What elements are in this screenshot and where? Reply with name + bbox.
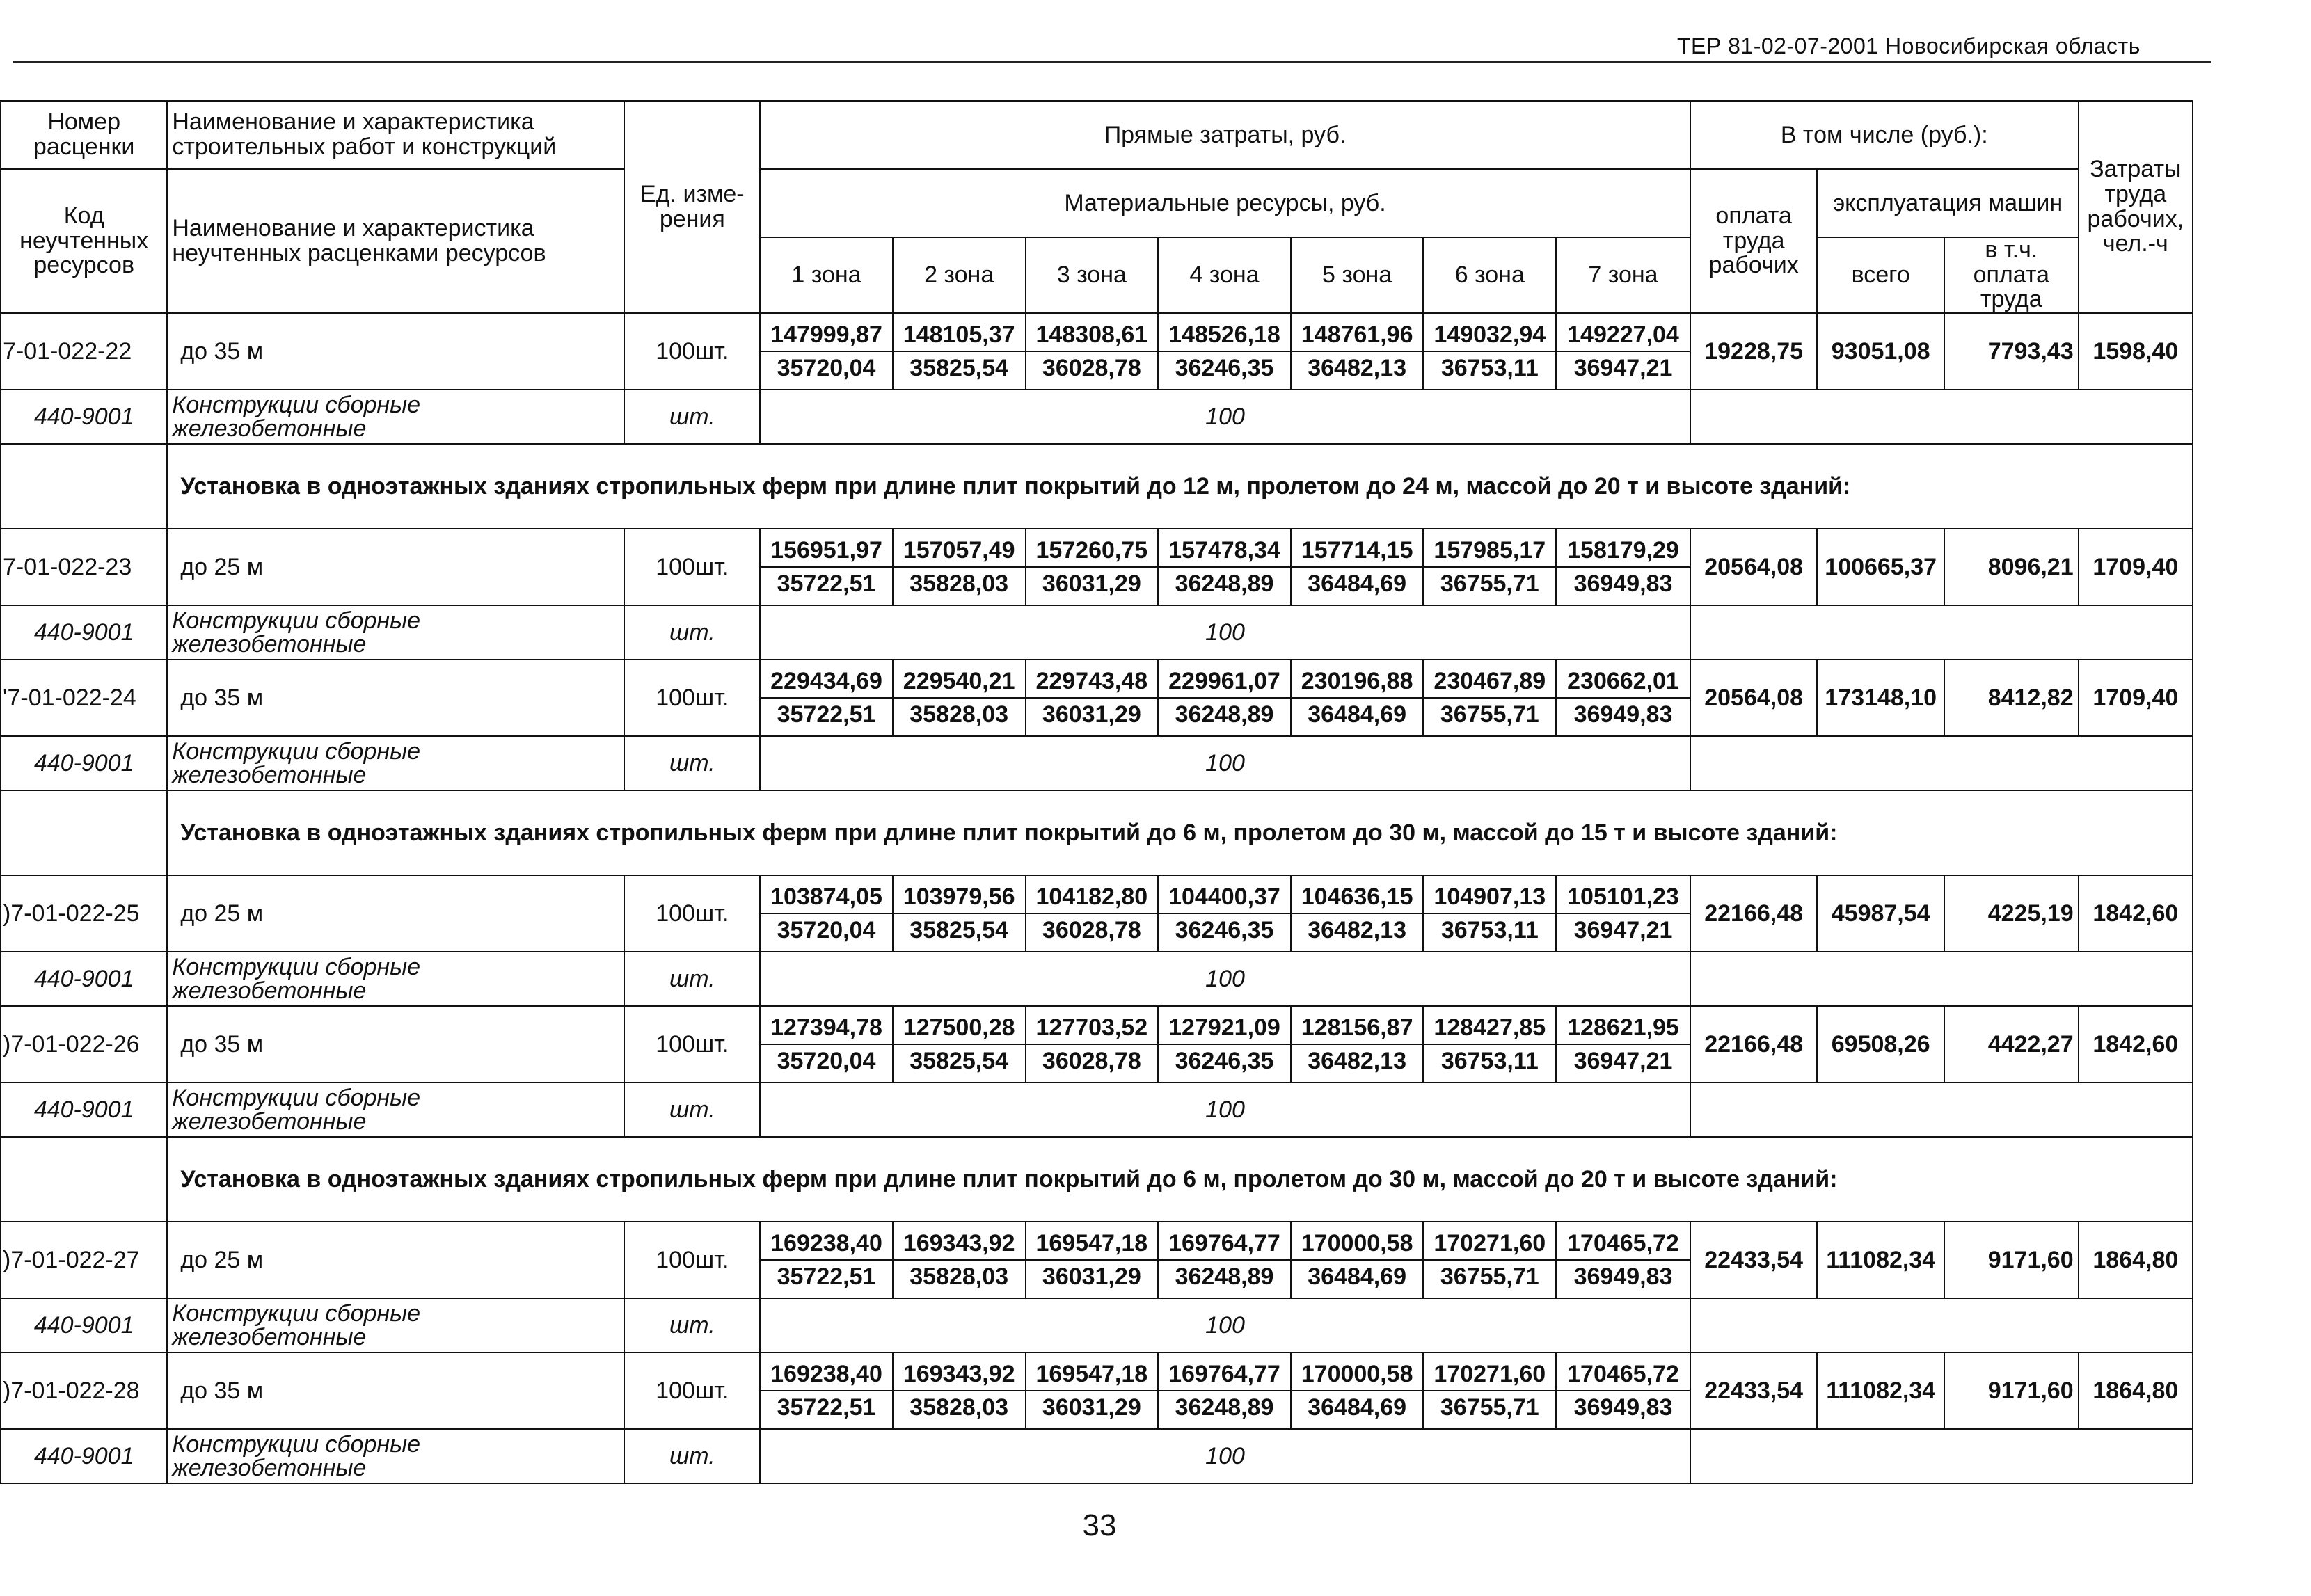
material-cost-value: 36947,21 bbox=[1573, 1048, 1673, 1075]
zone-cost-cell bbox=[1556, 1222, 1690, 1298]
direct-cost-value: 169238,40 bbox=[761, 1358, 892, 1391]
rate-code: )7-01-022-27 bbox=[1, 1222, 167, 1298]
material-cost-value: 36753,11 bbox=[1440, 917, 1539, 944]
zone-cost-cell bbox=[760, 1352, 893, 1429]
rate-row bbox=[1, 313, 2193, 390]
zone-cost-cell bbox=[1026, 660, 1159, 736]
material-cost-value: 35828,03 bbox=[910, 1263, 1009, 1291]
unit-of-measure: 100шт. bbox=[624, 1222, 760, 1298]
direct-cost-value: 157714,15 bbox=[1292, 534, 1423, 568]
labor-value: 1842,60 bbox=[2079, 1006, 2193, 1083]
zone-cost-cell bbox=[893, 529, 1026, 605]
direct-cost-value: 128621,95 bbox=[1557, 1012, 1690, 1045]
direct-cost-value: 105101,23 bbox=[1557, 881, 1690, 914]
wages-value: 22433,54 bbox=[1690, 1222, 1818, 1298]
wages-value: 19228,75 bbox=[1690, 313, 1818, 390]
work-name: до 35 м bbox=[167, 313, 624, 390]
work-name: до 35 м bbox=[167, 1352, 624, 1429]
direct-cost-value: 230196,88 bbox=[1292, 665, 1423, 699]
resource-row bbox=[1, 736, 2193, 790]
direct-cost-value: 229961,07 bbox=[1159, 665, 1290, 699]
header-wages: оплата труда рабочих bbox=[1690, 169, 1818, 313]
direct-cost-value: 230662,01 bbox=[1557, 665, 1690, 699]
empty-cell bbox=[1690, 952, 2193, 1006]
direct-cost-value: 170465,72 bbox=[1557, 1358, 1690, 1391]
empty-cell bbox=[1, 790, 167, 875]
resource-unit: шт. bbox=[624, 1298, 760, 1352]
zone-cost-cell bbox=[1158, 660, 1291, 736]
zone-cost-cell bbox=[1026, 1222, 1159, 1298]
direct-cost-value: 104636,15 bbox=[1292, 881, 1423, 914]
section-title: Установка в одноэтажных зданиях стропильных ферм при длине плит покрытий до 6 м, пролетом до 30 м, массой до 15 т и высоте зданий: bbox=[167, 790, 2193, 875]
material-cost-value: 35825,54 bbox=[910, 1048, 1009, 1075]
zone-cost-cell bbox=[1423, 313, 1556, 390]
zone-cost-cell bbox=[1423, 529, 1556, 605]
zone-cost-cell bbox=[1423, 1222, 1556, 1298]
zone-cost-cell bbox=[760, 1222, 893, 1298]
section-heading-row bbox=[1, 1137, 2193, 1222]
zone-cost-cell bbox=[893, 1352, 1026, 1429]
machines-total-value: 100665,37 bbox=[1817, 529, 1944, 605]
work-name: до 25 м bbox=[167, 1222, 624, 1298]
rates-table bbox=[0, 100, 2193, 1484]
rate-row bbox=[1, 1352, 2193, 1429]
material-cost-value: 36947,21 bbox=[1573, 355, 1673, 382]
labor-value: 1864,80 bbox=[2079, 1352, 2193, 1429]
material-cost-value: 36246,35 bbox=[1175, 355, 1274, 382]
rate-code: )7-01-022-26 bbox=[1, 1006, 167, 1083]
direct-cost-value: 127921,09 bbox=[1159, 1012, 1290, 1045]
resource-name: Конструкции сборные железобетонные bbox=[167, 390, 624, 444]
zone-cost-cell bbox=[1556, 529, 1690, 605]
zone-cost-cell bbox=[760, 313, 893, 390]
zone-cost-cell bbox=[893, 660, 1026, 736]
empty-cell bbox=[1690, 605, 2193, 660]
rate-code: '7-01-022-24 bbox=[1, 660, 167, 736]
resource-name: Конструкции сборные железобетонные bbox=[167, 605, 624, 660]
header-rule bbox=[13, 61, 2211, 63]
rate-code: 7-01-022-22 bbox=[1, 313, 167, 390]
zone-cost-cell bbox=[893, 875, 1026, 952]
direct-cost-value: 157985,17 bbox=[1424, 534, 1555, 568]
resource-code: 440-9001 bbox=[1, 952, 167, 1006]
material-cost-value: 36482,13 bbox=[1308, 355, 1407, 382]
unit-of-measure: 100шт. bbox=[624, 875, 760, 952]
direct-cost-value: 170000,58 bbox=[1292, 1227, 1423, 1261]
resource-name: Конструкции сборные железобетонные bbox=[167, 736, 624, 790]
material-cost-value: 36949,83 bbox=[1573, 1263, 1673, 1291]
material-cost-value: 36482,13 bbox=[1308, 917, 1407, 944]
zone-cost-cell bbox=[1291, 660, 1424, 736]
direct-cost-value: 157478,34 bbox=[1159, 534, 1290, 568]
material-cost-value: 35720,04 bbox=[777, 917, 876, 944]
material-cost-value: 36949,83 bbox=[1573, 570, 1673, 598]
empty-cell bbox=[1, 444, 167, 529]
material-cost-value: 35722,51 bbox=[777, 1394, 876, 1421]
zone-cost-cell bbox=[1158, 875, 1291, 952]
zone-cost-cell bbox=[1423, 875, 1556, 952]
empty-cell bbox=[1690, 1083, 2193, 1137]
header-zone-6: 6 зона bbox=[1423, 237, 1556, 313]
direct-cost-value: 148308,61 bbox=[1026, 319, 1158, 352]
material-cost-value: 35720,04 bbox=[777, 355, 876, 382]
direct-cost-value: 156951,97 bbox=[761, 534, 892, 568]
unit-of-measure: 100шт. bbox=[624, 1006, 760, 1083]
direct-cost-value: 127703,52 bbox=[1026, 1012, 1158, 1045]
zone-cost-cell bbox=[1556, 1006, 1690, 1083]
material-cost-value: 36484,69 bbox=[1308, 1394, 1407, 1421]
direct-cost-value: 230467,89 bbox=[1424, 665, 1555, 699]
wages-value: 20564,08 bbox=[1690, 660, 1818, 736]
material-cost-value: 35722,51 bbox=[777, 1263, 876, 1291]
direct-cost-value: 127394,78 bbox=[761, 1012, 892, 1045]
direct-cost-value: 104400,37 bbox=[1159, 881, 1290, 914]
machines-wages-value: 9171,60 bbox=[1944, 1222, 2079, 1298]
resource-unit: шт. bbox=[624, 952, 760, 1006]
empty-cell bbox=[1, 1137, 167, 1222]
wages-value: 22433,54 bbox=[1690, 1352, 1818, 1429]
resource-row bbox=[1, 952, 2193, 1006]
zone-cost-cell bbox=[1423, 660, 1556, 736]
resource-name: Конструкции сборные железобетонные bbox=[167, 952, 624, 1006]
machines-wages-value: 8412,82 bbox=[1944, 660, 2079, 736]
resource-code: 440-9001 bbox=[1, 736, 167, 790]
resource-unit: шт. bbox=[624, 1083, 760, 1137]
resource-quantity: 100 bbox=[760, 390, 1690, 444]
header-machines-wages: в т.ч. оплата труда bbox=[1944, 237, 2079, 313]
material-cost-value: 36753,11 bbox=[1440, 355, 1539, 382]
material-cost-value: 36248,89 bbox=[1175, 1263, 1274, 1291]
zone-cost-cell bbox=[1423, 1352, 1556, 1429]
resource-unit: шт. bbox=[624, 1429, 760, 1483]
material-cost-value: 36248,89 bbox=[1175, 701, 1274, 728]
direct-cost-value: 169343,92 bbox=[894, 1358, 1025, 1391]
direct-cost-value: 148761,96 bbox=[1292, 319, 1423, 352]
material-cost-value: 36947,21 bbox=[1573, 917, 1673, 944]
resource-name: Конструкции сборные железобетонные bbox=[167, 1429, 624, 1483]
resource-row bbox=[1, 1083, 2193, 1137]
zone-cost-cell bbox=[1026, 529, 1159, 605]
machines-wages-value: 4225,19 bbox=[1944, 875, 2079, 952]
machines-wages-value: 8096,21 bbox=[1944, 529, 2079, 605]
machines-total-value: 93051,08 bbox=[1817, 313, 1944, 390]
material-cost-value: 35828,03 bbox=[910, 701, 1009, 728]
header-machines: эксплуатация машин bbox=[1817, 169, 2078, 237]
direct-cost-value: 157260,75 bbox=[1026, 534, 1158, 568]
material-cost-value: 36248,89 bbox=[1175, 570, 1274, 598]
resource-row bbox=[1, 1429, 2193, 1483]
direct-cost-value: 158179,29 bbox=[1557, 534, 1690, 568]
resource-unit: шт. bbox=[624, 390, 760, 444]
header-zone-2: 2 зона bbox=[893, 237, 1026, 313]
rate-row bbox=[1, 529, 2193, 605]
table-header-row-2 bbox=[1, 169, 2193, 237]
machines-total-value: 111082,34 bbox=[1817, 1352, 1944, 1429]
labor-value: 1709,40 bbox=[2079, 660, 2193, 736]
header-zone-1: 1 зона bbox=[760, 237, 893, 313]
header-zone-3: 3 зона bbox=[1026, 237, 1159, 313]
material-cost-value: 36949,83 bbox=[1573, 701, 1673, 728]
material-cost-value: 36755,71 bbox=[1440, 701, 1539, 728]
machines-wages-value: 9171,60 bbox=[1944, 1352, 2079, 1429]
direct-cost-value: 104182,80 bbox=[1026, 881, 1158, 914]
material-cost-value: 36484,69 bbox=[1308, 570, 1407, 598]
direct-cost-value: 147999,87 bbox=[761, 319, 892, 352]
rate-row bbox=[1, 875, 2193, 952]
resource-code: 440-9001 bbox=[1, 1429, 167, 1483]
material-cost-value: 36028,78 bbox=[1042, 917, 1141, 944]
header-labor: Затраты труда рабочих, чел.-ч bbox=[2079, 101, 2193, 313]
direct-cost-value: 169764,77 bbox=[1159, 1227, 1290, 1261]
unit-of-measure: 100шт. bbox=[624, 1352, 760, 1429]
material-cost-value: 36484,69 bbox=[1308, 1263, 1407, 1291]
zone-cost-cell bbox=[1026, 1006, 1159, 1083]
header-zone-4: 4 зона bbox=[1158, 237, 1291, 313]
zone-cost-cell bbox=[893, 1222, 1026, 1298]
unit-of-measure: 100шт. bbox=[624, 660, 760, 736]
direct-cost-value: 127500,28 bbox=[894, 1012, 1025, 1045]
labor-value: 1598,40 bbox=[2079, 313, 2193, 390]
header-number: Номер расценки bbox=[1, 101, 167, 169]
zone-cost-cell bbox=[760, 875, 893, 952]
material-cost-value: 36248,89 bbox=[1175, 1394, 1274, 1421]
material-cost-value: 36031,29 bbox=[1042, 1394, 1141, 1421]
header-machines-total: всего bbox=[1817, 237, 1944, 313]
material-cost-value: 35825,54 bbox=[910, 355, 1009, 382]
zone-cost-cell bbox=[1026, 313, 1159, 390]
section-title: Установка в одноэтажных зданиях стропильных ферм при длине плит покрытий до 6 м, пролетом до 30 м, массой до 20 т и высоте зданий: bbox=[167, 1137, 2193, 1222]
material-cost-value: 36755,71 bbox=[1440, 1263, 1539, 1291]
zone-cost-cell bbox=[1026, 1352, 1159, 1429]
resource-unit: шт. bbox=[624, 605, 760, 660]
work-name: до 35 м bbox=[167, 660, 624, 736]
resource-row bbox=[1, 1298, 2193, 1352]
zone-cost-cell bbox=[760, 529, 893, 605]
direct-cost-value: 229743,48 bbox=[1026, 665, 1158, 699]
header-resource-name: Наименование и характеристика неучтенных расценками ресурсов bbox=[167, 169, 624, 313]
resource-row bbox=[1, 390, 2193, 444]
zone-cost-cell bbox=[760, 660, 893, 736]
section-heading-row bbox=[1, 444, 2193, 529]
labor-value: 1842,60 bbox=[2079, 875, 2193, 952]
direct-cost-value: 149032,94 bbox=[1424, 319, 1555, 352]
zone-cost-cell bbox=[1158, 1222, 1291, 1298]
rate-row bbox=[1, 660, 2193, 736]
unit-of-measure: 100шт. bbox=[624, 529, 760, 605]
material-cost-value: 36753,11 bbox=[1440, 1048, 1539, 1075]
resource-code: 440-9001 bbox=[1, 1083, 167, 1137]
zone-cost-cell bbox=[1158, 1352, 1291, 1429]
material-cost-value: 36949,83 bbox=[1573, 1394, 1673, 1421]
direct-cost-value: 170271,60 bbox=[1424, 1358, 1555, 1391]
header-unit: Ед. изме-рения bbox=[624, 101, 760, 313]
material-cost-value: 35722,51 bbox=[777, 570, 876, 598]
direct-cost-value: 169343,92 bbox=[894, 1227, 1025, 1261]
machines-wages-value: 7793,43 bbox=[1944, 313, 2079, 390]
empty-cell bbox=[1690, 1429, 2193, 1483]
machines-total-value: 69508,26 bbox=[1817, 1006, 1944, 1083]
material-cost-value: 35828,03 bbox=[910, 570, 1009, 598]
header-zone-5: 5 зона bbox=[1291, 237, 1424, 313]
direct-cost-value: 229434,69 bbox=[761, 665, 892, 699]
direct-cost-value: 170271,60 bbox=[1424, 1227, 1555, 1261]
zone-cost-cell bbox=[1291, 313, 1424, 390]
resource-quantity: 100 bbox=[760, 952, 1690, 1006]
material-cost-value: 36028,78 bbox=[1042, 1048, 1141, 1075]
rate-code: )7-01-022-28 bbox=[1, 1352, 167, 1429]
work-name: до 35 м bbox=[167, 1006, 624, 1083]
header-materials: Материальные ресурсы, руб. bbox=[760, 169, 1690, 237]
machines-total-value: 111082,34 bbox=[1817, 1222, 1944, 1298]
material-cost-value: 36482,13 bbox=[1308, 1048, 1407, 1075]
zone-cost-cell bbox=[1158, 313, 1291, 390]
machines-wages-value: 4422,27 bbox=[1944, 1006, 2079, 1083]
empty-cell bbox=[1690, 736, 2193, 790]
header-zone-7: 7 зона bbox=[1556, 237, 1690, 313]
empty-cell bbox=[1690, 1298, 2193, 1352]
empty-cell bbox=[1690, 390, 2193, 444]
zone-cost-cell bbox=[1556, 1352, 1690, 1429]
direct-cost-value: 169547,18 bbox=[1026, 1358, 1158, 1391]
labor-value: 1709,40 bbox=[2079, 529, 2193, 605]
header-direct-costs: Прямые затраты, руб. bbox=[760, 101, 1690, 169]
material-cost-value: 35825,54 bbox=[910, 917, 1009, 944]
material-cost-value: 35828,03 bbox=[910, 1394, 1009, 1421]
zone-cost-cell bbox=[1291, 1006, 1424, 1083]
material-cost-value: 36755,71 bbox=[1440, 570, 1539, 598]
running-header: ТЕР 81-02-07-2001 Новосибирская область bbox=[1677, 33, 2141, 58]
material-cost-value: 36755,71 bbox=[1440, 1394, 1539, 1421]
zone-cost-cell bbox=[893, 313, 1026, 390]
wages-value: 20564,08 bbox=[1690, 529, 1818, 605]
direct-cost-value: 169764,77 bbox=[1159, 1358, 1290, 1391]
direct-cost-value: 148105,37 bbox=[894, 319, 1025, 352]
zone-cost-cell bbox=[1291, 875, 1424, 952]
resource-unit: шт. bbox=[624, 736, 760, 790]
material-cost-value: 36031,29 bbox=[1042, 701, 1141, 728]
direct-cost-value: 149227,04 bbox=[1557, 319, 1690, 352]
direct-cost-value: 128427,85 bbox=[1424, 1012, 1555, 1045]
resource-code: 440-9001 bbox=[1, 605, 167, 660]
resource-quantity: 100 bbox=[760, 605, 1690, 660]
machines-total-value: 173148,10 bbox=[1817, 660, 1944, 736]
resource-quantity: 100 bbox=[760, 1083, 1690, 1137]
material-cost-value: 36031,29 bbox=[1042, 1263, 1141, 1291]
unit-of-measure: 100шт. bbox=[624, 313, 760, 390]
zone-cost-cell bbox=[1291, 529, 1424, 605]
section-heading-row bbox=[1, 790, 2193, 875]
resource-row bbox=[1, 605, 2193, 660]
resource-code: 440-9001 bbox=[1, 1298, 167, 1352]
work-name: до 25 м bbox=[167, 529, 624, 605]
header-including: В том числе (руб.): bbox=[1690, 101, 2079, 169]
zone-cost-cell bbox=[1026, 875, 1159, 952]
machines-total-value: 45987,54 bbox=[1817, 875, 1944, 952]
section-title: Установка в одноэтажных зданиях стропильных ферм при длине плит покрытий до 12 м, пролетом до 24 м, массой до 20 т и высоте зданий: bbox=[167, 444, 2193, 529]
zone-cost-cell bbox=[1158, 1006, 1291, 1083]
direct-cost-value: 170465,72 bbox=[1557, 1227, 1690, 1261]
direct-cost-value: 229540,21 bbox=[894, 665, 1025, 699]
header-code: Код неучтенных ресурсов bbox=[1, 169, 167, 313]
direct-cost-value: 169547,18 bbox=[1026, 1227, 1158, 1261]
rate-code: 7-01-022-23 bbox=[1, 529, 167, 605]
table-header-row-1 bbox=[1, 101, 2193, 169]
zone-cost-cell bbox=[1556, 313, 1690, 390]
zone-cost-cell bbox=[1291, 1222, 1424, 1298]
material-cost-value: 36031,29 bbox=[1042, 570, 1141, 598]
work-name: до 25 м bbox=[167, 875, 624, 952]
zone-cost-cell bbox=[1423, 1006, 1556, 1083]
wages-value: 22166,48 bbox=[1690, 875, 1818, 952]
direct-cost-value: 170000,58 bbox=[1292, 1358, 1423, 1391]
zone-cost-cell bbox=[1158, 529, 1291, 605]
page-number: 33 bbox=[1082, 1508, 1117, 1542]
material-cost-value: 36484,69 bbox=[1308, 701, 1407, 728]
resource-quantity: 100 bbox=[760, 1429, 1690, 1483]
direct-cost-value: 148526,18 bbox=[1159, 319, 1290, 352]
material-cost-value: 35720,04 bbox=[777, 1048, 876, 1075]
rate-code: )7-01-022-25 bbox=[1, 875, 167, 952]
material-cost-value: 35722,51 bbox=[777, 701, 876, 728]
direct-cost-value: 169238,40 bbox=[761, 1227, 892, 1261]
direct-cost-value: 128156,87 bbox=[1292, 1012, 1423, 1045]
material-cost-value: 36028,78 bbox=[1042, 355, 1141, 382]
zone-cost-cell bbox=[893, 1006, 1026, 1083]
material-cost-value: 36246,35 bbox=[1175, 1048, 1274, 1075]
direct-cost-value: 103874,05 bbox=[761, 881, 892, 914]
zone-cost-cell bbox=[1556, 875, 1690, 952]
material-cost-value: 36246,35 bbox=[1175, 917, 1274, 944]
direct-cost-value: 104907,13 bbox=[1424, 881, 1555, 914]
resource-name: Конструкции сборные железобетонные bbox=[167, 1083, 624, 1137]
zone-cost-cell bbox=[1291, 1352, 1424, 1429]
rate-row bbox=[1, 1222, 2193, 1298]
zone-cost-cell bbox=[760, 1006, 893, 1083]
resource-code: 440-9001 bbox=[1, 390, 167, 444]
header-name: Наименование и характеристика строительных работ и конструкций bbox=[167, 101, 624, 169]
zone-cost-cell bbox=[1556, 660, 1690, 736]
direct-cost-value: 157057,49 bbox=[894, 534, 1025, 568]
labor-value: 1864,80 bbox=[2079, 1222, 2193, 1298]
resource-name: Конструкции сборные железобетонные bbox=[167, 1298, 624, 1352]
resource-quantity: 100 bbox=[760, 736, 1690, 790]
rate-row bbox=[1, 1006, 2193, 1083]
direct-cost-value: 103979,56 bbox=[894, 881, 1025, 914]
wages-value: 22166,48 bbox=[1690, 1006, 1818, 1083]
resource-quantity: 100 bbox=[760, 1298, 1690, 1352]
